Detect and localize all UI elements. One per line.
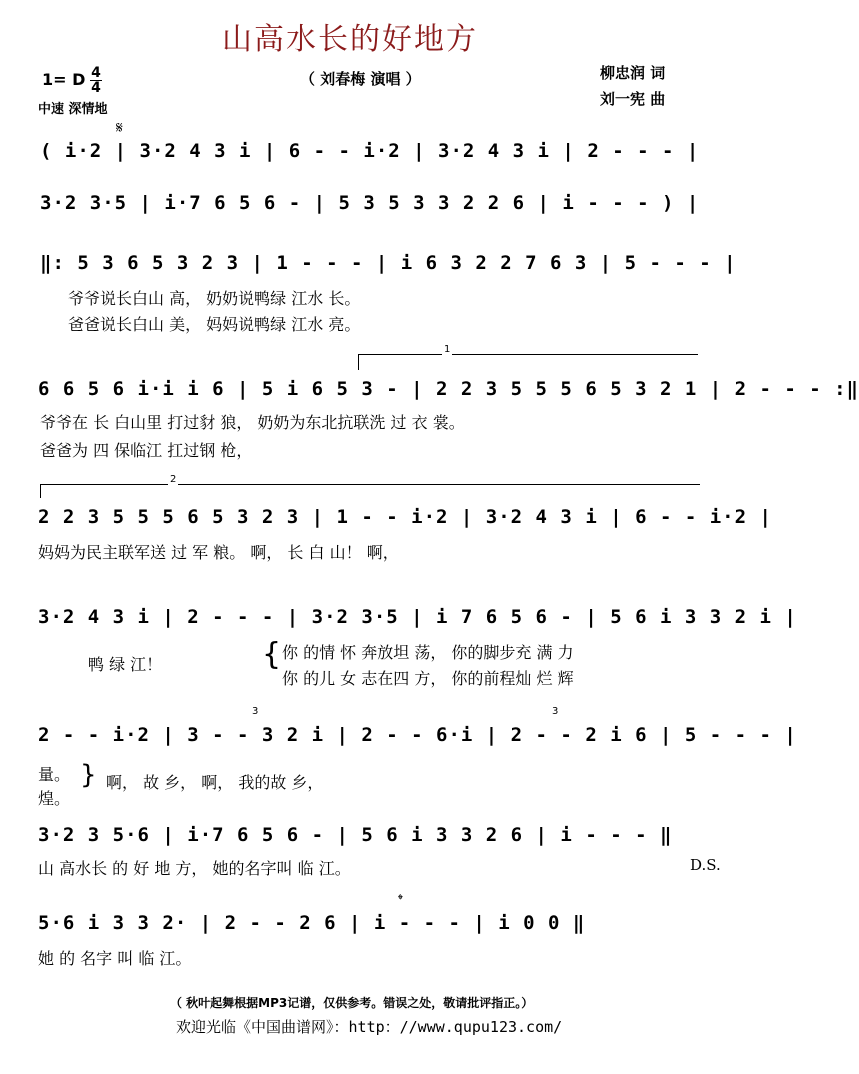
tempo-marking: 中速 深情地 [38, 102, 108, 117]
score-row-9: 5·6 i 3 3 2· | 2 - - 2 6 | i - - - | i 0 0 ‖ [38, 912, 586, 934]
composer-credit: 刘一宪 曲 [600, 90, 666, 108]
time-denominator: 4 [91, 80, 101, 96]
lyric-row-6-main: 鸭 绿 江！ [88, 655, 163, 674]
lyric-row-3-verse-1: 爷爷说长白山 高， 奶奶说鸭绿 江水 长。 [68, 289, 361, 308]
transcription-note: （ 秋叶起舞根据MP3记谱，仅供参考。错误之处，敬请批评指正。） [170, 996, 534, 1010]
volta-2-bracket [40, 484, 700, 485]
score-row-3: ‖: 5 3 6 5 3 2 3 | 1 - - - | i 6 3 2 2 7 6 3 | 5 - - - | [40, 252, 737, 274]
time-numerator: 4 [91, 65, 101, 81]
score-row-6: 3·2 4 3 i | 2 - - - | 3·2 3·5 | i 7 6 5 6 - | 5 6 i 3 3 2 i | [38, 606, 797, 628]
score-row-2: 3·2 3·5 | i·7 6 5 6 - | 5 3 5 3 3 2 2 6 | i - - - ) | [40, 192, 700, 214]
lyric-row-9: 她 的 名字 叫 临 江。 [38, 949, 192, 968]
time-signature [90, 66, 102, 95]
lyric-row-4-verse-1: 爷爷在 长 白山里 打过豺 狼， 奶奶为东北抗联洗 过 衣 裳。 [40, 413, 465, 432]
score-row-8: 3·2 3 5·6 | i·7 6 5 6 - | 5 6 i 3 3 2 6 | i - - - ‖ [38, 824, 673, 846]
lyric-row-3-verse-2: 爸爸说长白山 美， 妈妈说鸭绿 江水 亮。 [68, 315, 361, 334]
lyric-row-6-verse-1: 你 的情 怀 奔放坦 荡， 你的脚步充 满 力 [282, 643, 574, 662]
lyric-row-7-verse-1-end: 量。 [38, 765, 71, 784]
singer-credit: （ 刘春梅 演唱 ） [300, 70, 421, 88]
dal-segno-mark: D.S. [690, 856, 721, 874]
lyric-row-7-verse-2-end: 煌。 [38, 789, 71, 808]
website-credit: 欢迎光临《中国曲谱网》：http：//www.qupu123.com/ [176, 1018, 563, 1036]
triplet-mark-1: 3 [252, 706, 259, 717]
score-row-7: 2 - - i·2 | 3 - - 3 2 i | 2 - - 6·i | 2 - - 2 i 6 | 5 - - - | [38, 724, 797, 746]
score-row-4: 6 6 5 6 i·i i 6 | 5 i 6 5 3 - | 2 2 3 5 5 5 6 5 3 2 1 | 2 - - - :‖ [38, 378, 859, 400]
lyric-row-8: 山 高水长 的 好 地 方， 她的名字叫 临 江。 [38, 859, 351, 878]
volta-1-left-edge [358, 354, 359, 370]
page-title: 山高水长的好地方 [222, 22, 478, 57]
key-signature: 1= D [42, 70, 86, 89]
lyric-row-6-verse-2: 你 的儿 女 志在四 方， 你的前程灿 烂 辉 [282, 669, 574, 688]
score-row-1: ( i·2 | 3·2 4 3 i | 6 - - i·2 | 3·2 4 3 i | 2 - - - | [40, 140, 700, 162]
score-row-5: 2 2 3 5 5 5 6 5 3 2 3 | 1 - - i·2 | 3·2 4 3 i | 6 - - i·2 | [38, 506, 772, 528]
lyric-row-5: 妈妈为民主联军送 过 军 粮。 啊， 长 白 山！ 啊， [38, 543, 399, 562]
segno-icon: 𝄋 [116, 118, 123, 137]
lyric-row-4-verse-2: 爸爸为 四 保临江 扛过钢 枪， [40, 441, 253, 460]
volta-2-left-edge [40, 484, 41, 498]
volta-1-bracket [358, 354, 698, 355]
brace-icon: { [262, 637, 282, 672]
volta-2-number: 2 [170, 474, 177, 485]
lyric-row-7: 啊， 故 乡， 啊， 我的故 乡， [106, 773, 324, 792]
lyricist-credit: 柳忠润 词 [600, 64, 666, 82]
brace-close-icon: } [80, 760, 97, 790]
coda-icon: 𝄌 [398, 892, 403, 908]
triplet-mark-2: 3 [552, 706, 559, 717]
volta-1-number: 1 [444, 344, 451, 355]
